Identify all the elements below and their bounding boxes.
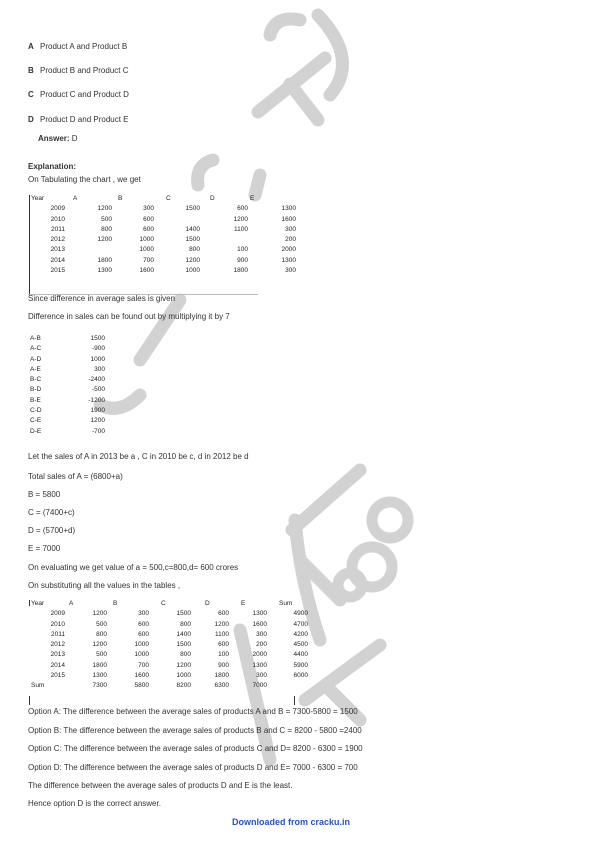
table-cell	[154, 215, 200, 225]
table-cell: 600	[138, 630, 149, 638]
table2-left-tick	[29, 696, 30, 705]
difference-row	[30, 334, 105, 344]
pair-label: A-D	[30, 355, 42, 363]
table-cell: 900	[218, 661, 229, 669]
table-cell	[67, 245, 112, 255]
table-cell: 2012	[50, 641, 65, 649]
table-cell: 100	[218, 651, 229, 659]
table-cell: 600	[143, 215, 154, 223]
table-cell: 300	[138, 610, 149, 618]
sales-table	[31, 194, 296, 276]
table-cell: 1600	[134, 672, 149, 680]
table2-left-tick	[29, 600, 30, 606]
pair-label: D-E	[30, 427, 42, 435]
table-cell: 1600	[281, 215, 296, 223]
table-cell: 800	[180, 651, 191, 659]
difference-row	[30, 344, 105, 354]
table-cell: 800	[180, 620, 191, 628]
table-cell: 1100	[234, 225, 248, 233]
c-total-text: C = (7400+c)	[28, 508, 75, 517]
option-c-conclusion: Option C: The difference between the average sales of products C and D= 8200 - 6300 = 1900	[28, 744, 363, 753]
table-cell: 600	[218, 610, 229, 618]
table-cell: 300	[285, 267, 296, 275]
table-cell: 1000	[185, 267, 200, 275]
table-row	[31, 661, 308, 671]
table1-left-border	[29, 195, 30, 295]
table-cell: 1500	[185, 236, 200, 244]
table-cell: 2014	[50, 256, 65, 264]
difference-value: -500	[91, 386, 105, 394]
table-row	[31, 204, 296, 214]
table-cell: 4900	[293, 610, 308, 618]
table-row	[31, 630, 308, 640]
table-row	[31, 215, 296, 225]
difference-row	[30, 396, 105, 406]
table-cell: 1200	[97, 236, 112, 244]
answer-line	[38, 134, 78, 143]
table-cell: 800	[189, 246, 200, 254]
difference-value: -700	[91, 427, 105, 435]
table-cell: 500	[101, 215, 112, 223]
table-cell: 200	[256, 641, 267, 649]
table-cell: 1400	[185, 225, 200, 233]
table-cell: 1300	[252, 661, 267, 669]
table-cell: 900	[237, 256, 248, 264]
table-cell: 1200	[214, 620, 229, 628]
table-cell: 1600	[252, 620, 267, 628]
difference-row	[30, 355, 105, 365]
table-cell: 100	[237, 246, 248, 254]
header-cell: Sum	[279, 600, 293, 607]
table-cell: 1000	[134, 651, 149, 659]
table-cell: 200	[285, 236, 296, 244]
difference-table	[30, 334, 105, 437]
correct-answer-text: Hence option D is the correct answer.	[28, 799, 161, 808]
table-cell: 2015	[50, 672, 65, 680]
option-d: D Product D and Product E	[28, 115, 129, 124]
difference-row	[30, 416, 105, 426]
table-cell: 1200	[92, 610, 107, 618]
difference-row	[30, 427, 105, 437]
sum-cell: 7000	[252, 682, 267, 690]
table-cell: 1200	[185, 256, 200, 264]
table-row	[31, 640, 308, 650]
table-row	[31, 225, 296, 235]
difference-row	[30, 385, 105, 395]
e-total-text: E = 7000	[28, 544, 61, 553]
b-total-text: B = 5800	[28, 490, 61, 499]
difference-row	[30, 406, 105, 416]
evaluation-text: On evaluating we get value of a = 500,c=800,d= 600 crores	[28, 563, 239, 572]
header-cell: C	[161, 600, 166, 607]
table-cell: 2015	[50, 267, 65, 275]
table-row	[31, 235, 296, 245]
option-b: B Product B and Product C	[28, 66, 129, 75]
tabulating-text: On Tabulating the chart , we get	[28, 175, 141, 184]
table-cell: 1500	[176, 641, 191, 649]
table-cell: 600	[218, 641, 229, 649]
option-b-conclusion: Option B: The difference between the average sales of products B and C = 8200 - 5800 =2400	[28, 726, 362, 735]
table-cell: 1300	[281, 205, 296, 213]
table-row	[31, 650, 308, 660]
diff-text: Difference in sales can be found out by multiplying it by 7	[28, 312, 230, 321]
table-cell: 2010	[50, 620, 65, 628]
difference-value: 1200	[90, 417, 105, 425]
answer-label: Answer:	[38, 134, 70, 143]
header-cell: E	[250, 195, 255, 202]
table-cell: 4500	[293, 641, 308, 649]
pair-label: C-E	[30, 417, 42, 425]
table-row	[31, 671, 308, 681]
table-cell: 1300	[97, 267, 112, 275]
pair-label: A-C	[30, 345, 42, 353]
header-cell: D	[210, 195, 215, 202]
full-sales-table	[31, 599, 308, 692]
table-cell: 6000	[293, 672, 308, 680]
table-cell: 2000	[281, 246, 296, 254]
difference-value: -1200	[88, 396, 105, 404]
sum-cell: 7300	[92, 682, 107, 690]
table-cell: 5900	[293, 661, 308, 669]
table-cell: 300	[256, 630, 267, 638]
let-sales-text: Let the sales of A in 2013 be a , C in 2010 be c, d in 2012 be d	[28, 452, 249, 461]
table-cell: 300	[256, 672, 267, 680]
option-a: A Product A and Product B	[28, 42, 128, 51]
table-cell: 1000	[139, 236, 154, 244]
table-cell: 2011	[51, 630, 65, 638]
table-cell: 1800	[97, 256, 112, 264]
sum-cell: Sum	[31, 682, 45, 690]
sum-cell: 5800	[134, 682, 149, 690]
table-cell: 1000	[176, 672, 191, 680]
table-cell: 2009	[50, 610, 65, 618]
table-cell: 2014	[50, 661, 65, 669]
substitute-text: On substituting all the values in the tables ,	[28, 581, 181, 590]
table-cell: 800	[101, 225, 112, 233]
header-cell: D	[205, 600, 210, 607]
table-cell: 2013	[50, 651, 65, 659]
table-row	[31, 266, 296, 276]
table-cell: 1500	[176, 610, 191, 618]
pair-label: C-D	[30, 407, 42, 415]
table-row	[31, 620, 308, 630]
table-cell: 600	[138, 620, 149, 628]
difference-value: 1900	[90, 407, 105, 415]
table-row	[31, 609, 308, 619]
pair-label: B-D	[30, 386, 42, 394]
table-cell: 500	[96, 620, 107, 628]
table-cell: 800	[96, 630, 107, 638]
answer-value: D	[71, 134, 78, 143]
table-cell: 2013	[50, 246, 65, 254]
table-cell: 4400	[293, 651, 308, 659]
table-cell: 700	[138, 661, 149, 669]
table-cell: 1800	[92, 661, 107, 669]
difference-row	[30, 365, 105, 375]
option-a-conclusion: Option A: The difference between the average sales of products A and B = 7300-5800 = 1500	[28, 707, 358, 716]
d-total-text: D = (5700+d)	[28, 526, 76, 535]
difference-value: 1000	[90, 355, 105, 363]
pair-label: B-C	[30, 376, 42, 384]
least-difference-text: The difference between the average sales of products D and E is the least.	[28, 781, 293, 790]
difference-value: -900	[91, 345, 105, 353]
table-cell: 1000	[134, 641, 149, 649]
table-cell: 600	[237, 205, 248, 213]
table-cell: 1000	[139, 246, 154, 254]
table-cell: 700	[143, 256, 154, 264]
table-cell	[200, 235, 248, 245]
sum-row	[31, 681, 308, 691]
difference-row	[30, 375, 105, 385]
header-cell: B	[113, 600, 118, 607]
pair-label: B-E	[30, 396, 41, 404]
table-cell: 2009	[50, 205, 65, 213]
header-cell: Year	[31, 600, 45, 607]
table-cell: 1200	[176, 661, 191, 669]
pair-label: A-B	[30, 335, 41, 342]
pair-label: A-E	[30, 365, 41, 373]
table-cell: 1600	[139, 267, 154, 275]
table-cell: 1300	[281, 256, 296, 264]
table-header-row	[31, 599, 308, 609]
table-cell: 4700	[293, 620, 308, 628]
option-d-conclusion: Option D: The difference between the average sales of products D and E= 7000 - 6300 = 700	[28, 763, 358, 772]
difference-value: 1500	[90, 335, 105, 342]
table-cell: 1800	[214, 672, 229, 680]
table-row	[31, 245, 296, 255]
table-cell: 1200	[233, 215, 248, 223]
total-a-text: Total sales of A = (6800+a)	[28, 472, 123, 481]
table-cell: 1500	[185, 205, 200, 213]
header-cell: E	[241, 600, 246, 607]
explanation-title: Explanation:	[28, 162, 77, 171]
since-text: Since difference in average sales is given	[28, 294, 176, 303]
table2-right-tick	[294, 696, 295, 705]
table-cell: 2011	[51, 225, 65, 233]
table-cell: 300	[143, 205, 154, 213]
table-cell: 2012	[50, 236, 65, 244]
table-cell: 1800	[233, 267, 248, 275]
header-cell: Year	[31, 195, 45, 202]
table-cell: 4200	[293, 630, 308, 638]
table-cell: 500	[96, 651, 107, 659]
option-c: C Product C and Product D	[28, 90, 129, 99]
sum-cell: 8200	[176, 682, 191, 690]
table-cell: 1300	[252, 610, 267, 618]
footer-download-link[interactable]: Downloaded from cracku.in	[232, 817, 351, 827]
table-cell: 1200	[92, 641, 107, 649]
table-cell: 1100	[215, 630, 229, 638]
table-cell: 600	[143, 225, 154, 233]
table-cell: 1400	[176, 630, 191, 638]
header-cell: B	[118, 195, 123, 202]
table-cell: 300	[285, 225, 296, 233]
header-cell: A	[73, 195, 78, 202]
header-cell: A	[69, 600, 74, 607]
table-row	[31, 256, 296, 266]
difference-value: 300	[94, 365, 105, 373]
sum-cell: 6300	[214, 682, 229, 690]
header-cell: C	[166, 195, 171, 202]
table-cell: 2000	[252, 651, 267, 659]
sum-cell	[267, 681, 308, 691]
table-cell: 1300	[92, 672, 107, 680]
difference-value: -2400	[88, 376, 105, 384]
table-header-row	[31, 194, 296, 204]
table-cell: 2010	[50, 215, 65, 223]
table-cell: 1200	[97, 205, 112, 213]
